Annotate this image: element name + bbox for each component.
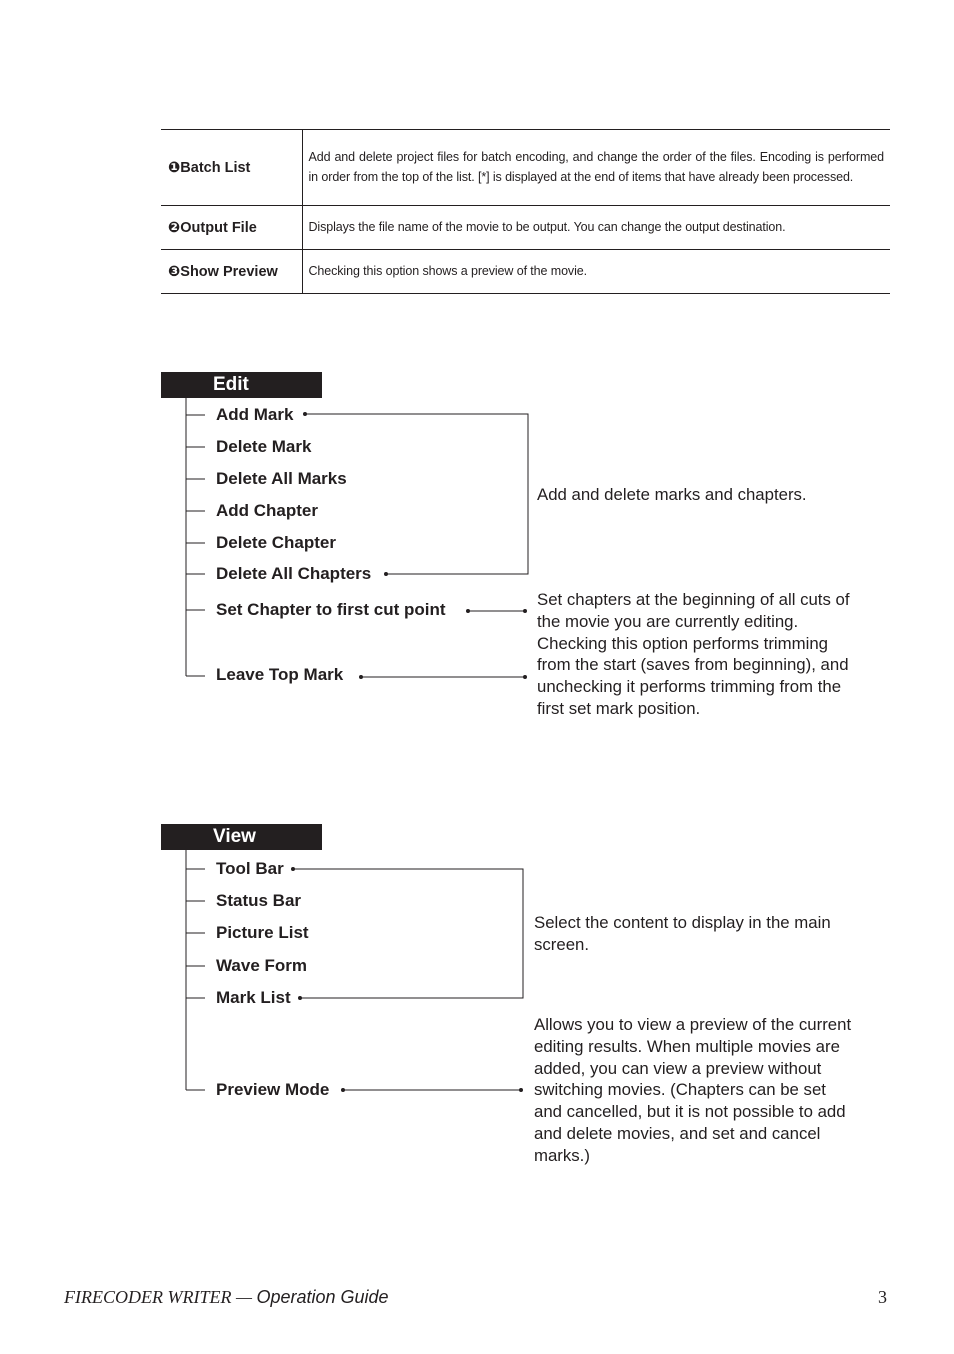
description-line: Select the content to display in the main xyxy=(534,913,831,932)
description-line: marks.) xyxy=(534,1145,590,1165)
table-definition: Displays the file name of the movie to be output. You can change the output destination. xyxy=(308,219,786,234)
edit-marks-description: Add and delete marks and chapters. xyxy=(537,485,807,504)
footer-product: FIRECODER WRITER xyxy=(64,1287,232,1307)
description-line: and delete movies, and set and cancel xyxy=(534,1123,821,1143)
footer-title xyxy=(64,1287,389,1308)
menu-item-wave-form: Wave Form xyxy=(216,956,308,975)
description-line: unchecking it performs trimming from the xyxy=(537,677,842,697)
view-preview-description xyxy=(534,1014,851,1167)
footer-guide: Operation Guide xyxy=(256,1287,389,1307)
view-display-description xyxy=(534,912,831,956)
menu-item-mark-list: Mark List xyxy=(216,988,291,1007)
menu-item-preview-mode: Preview Mode xyxy=(216,1080,330,1099)
menu-item-leave-top-mark: Leave Top Mark xyxy=(216,665,344,684)
table-term: ❶Batch List xyxy=(161,130,302,206)
page-number: 3 xyxy=(878,1287,887,1307)
description-line: the movie you are currently editing. xyxy=(537,611,799,631)
footer-dash: — xyxy=(235,1287,252,1307)
menu-item-add-chapter: Add Chapter xyxy=(216,501,318,520)
description-line: and cancelled, but it is not possible to add xyxy=(534,1102,846,1122)
menu-item-picture-list: Picture List xyxy=(216,923,309,942)
description-line: screen. xyxy=(534,934,590,954)
table-term: ❷Output File xyxy=(161,206,302,250)
edit-menu-title: Edit xyxy=(161,372,322,398)
menu-item-delete-all-marks: Delete All Marks xyxy=(216,469,347,488)
description-line: Allows you to view a preview of the current xyxy=(534,1015,852,1034)
description-line: from the start (saves from beginning), and xyxy=(537,655,849,675)
menu-item-delete-all-chapters: Delete All Chapters xyxy=(216,564,372,583)
table-definition: Checking this option shows a preview of the movie. xyxy=(308,263,587,278)
description-line: Set chapters at the beginning of all cuts of xyxy=(537,590,850,609)
menu-item-status-bar: Status Bar xyxy=(216,891,302,910)
menu-item-add-mark: Add Mark xyxy=(216,405,294,424)
description-line: Checking this option performs trimming xyxy=(537,633,828,653)
description-line: switching movies. (Chapters can be set xyxy=(534,1080,826,1100)
menu-item-delete-mark: Delete Mark xyxy=(216,437,312,456)
edit-chapters-description xyxy=(537,589,850,720)
menu-item-set-chapter-first-cut: Set Chapter to first cut point xyxy=(216,600,446,619)
view-menu-title: View xyxy=(161,824,322,850)
menu-item-delete-chapter: Delete Chapter xyxy=(216,533,336,552)
menu-item-tool-bar: Tool Bar xyxy=(216,859,284,878)
description-line: editing results. When multiple movies are xyxy=(534,1036,840,1056)
table-definition: Add and delete project files for batch encoding, and change the order of the files. Encoding is performed in order from the top of the list. [*] is displayed at the end of items that have already been processed. xyxy=(308,150,884,184)
table-term: ❸Show Preview xyxy=(161,250,302,294)
description-line: first set mark position. xyxy=(537,698,701,718)
description-line: added, you can view a preview without xyxy=(534,1058,822,1078)
